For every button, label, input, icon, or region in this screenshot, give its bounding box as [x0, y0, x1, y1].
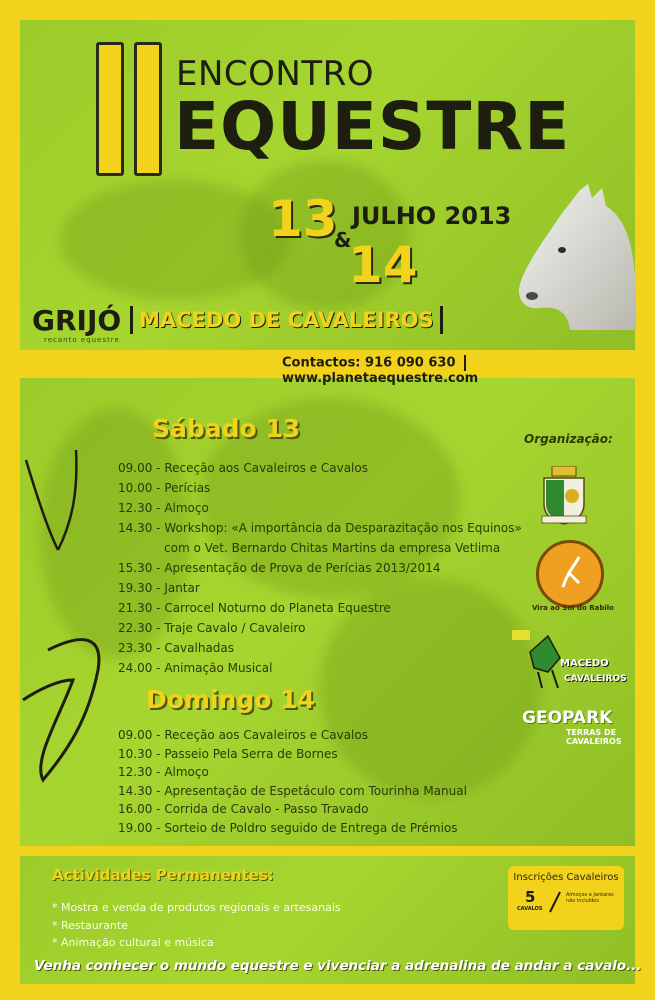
schedule-item: 12.30 - Almoço — [118, 765, 209, 780]
saturday-heading: Sábado 13 — [152, 414, 301, 443]
title-line-1: ENCONTRO — [176, 54, 375, 94]
registration-title: Inscrições Cavaleiros — [513, 872, 619, 883]
schedule-item: 14.30 - Apresentação de Espetáculo com Tourinha Manual — [118, 783, 467, 798]
schedule-item: 09.00 - Receção aos Cavaleiros e Cavalos — [118, 728, 368, 742]
macedo-logo-text: MACEDO — [560, 658, 609, 669]
geopark-park: PARK — [562, 708, 613, 728]
rope-decoration — [18, 440, 108, 800]
geopark-subtitle — [566, 728, 622, 746]
organisation-label: Organização: — [524, 432, 613, 446]
schedule-item: 22.30 - Traje Cavalo / Cavaleiro — [118, 621, 306, 635]
contacts-line — [282, 355, 655, 386]
permanent-activities-heading: Actividades Permanentes: — [52, 866, 274, 884]
date-ampersand: & — [334, 228, 352, 252]
registration-box — [508, 866, 624, 930]
geopark-logo — [522, 708, 612, 728]
parish-crest-logo — [538, 466, 590, 526]
schedule-item: 10.30 - Passeio Pela Serra de Bornes — [118, 746, 338, 761]
date-month-year: JULHO 2013 — [352, 202, 512, 230]
geopark-sub-line: CAVALEIROS — [566, 737, 622, 746]
schedule-item: 16.00 - Corrida de Cavalo - Passo Travado — [118, 802, 369, 817]
horse-rider-icon — [539, 543, 601, 605]
macedo-cavaleiros-logo — [508, 628, 626, 696]
schedule-item: 24.00 - Animação Musical — [118, 661, 273, 675]
registration-amount: 5 — [525, 888, 536, 906]
macedo-logo-text: CAVALEIROS — [564, 674, 627, 684]
schedule-item: 21.30 - Carrocel Noturno do Planeta Equestre — [118, 601, 391, 615]
numeral-bar — [134, 42, 162, 176]
horse-head-image — [510, 180, 640, 330]
municipality-name: MACEDO DE CAVALEIROS — [130, 306, 443, 334]
registration-note: Almoços e Jantares não incluídos — [566, 892, 614, 904]
schedule-item: 23.30 - Cavalhadas — [118, 641, 235, 655]
venue-name: GRIJÓ — [32, 304, 122, 337]
numeral-bar — [96, 42, 124, 176]
date-day-2: 14 — [348, 236, 418, 294]
venue-tagline: recanto equestre — [44, 336, 120, 344]
schedule-item: 14.30 - Workshop: «A importância da Desparazitação nos Equinos» — [118, 521, 522, 535]
contact-phone: Contactos: 916 090 630 — [282, 355, 456, 371]
schedule-item: 15.30 - Apresentação de Prova de Perícias 2013/2014 — [118, 561, 441, 575]
schedule-item: 12.30 - Almoço — [118, 501, 209, 515]
sunday-schedule — [118, 726, 467, 838]
registration-unit: CAVALOS — [517, 906, 543, 912]
separator — [464, 355, 466, 371]
slash-divider — [548, 890, 562, 914]
title-line-2: EQUESTRE — [174, 88, 571, 165]
permanent-item: * Animação cultural e música — [52, 936, 214, 949]
permanent-item: * Restaurante — [52, 919, 128, 932]
planeta-equestre-logo — [536, 540, 604, 608]
date-day-1: 13 — [268, 190, 338, 248]
saturday-schedule — [118, 458, 522, 678]
geopark-sub-line: TERRAS DE — [566, 728, 617, 737]
round-logo-caption: Vira ao Sol do Rabilo — [532, 604, 614, 612]
schedule-item: com o Vet. Bernardo Chitas Martins da empresa Vetlima — [164, 541, 501, 555]
sunday-heading: Domingo 14 — [146, 685, 315, 714]
schedule-item: 09.00 - Receção aos Cavaleiros e Cavalos — [118, 461, 368, 475]
schedule-item: 10.00 - Perícias — [118, 481, 211, 495]
permanent-item: * Mostra e venda de produtos regionais e artesanais — [52, 901, 341, 914]
schedule-item: 19.30 - Jantar — [118, 581, 200, 595]
schedule-item: 19.00 - Sorteio de Poldro seguido de Entrega de Prémios — [118, 820, 458, 835]
contact-website[interactable]: www.planetaequestre.com — [282, 371, 479, 386]
slogan: Venha conhecer o mundo equestre e vivenciar a adrenalina de andar a cavalo... — [34, 958, 642, 974]
geopark-geo: GEO — [522, 708, 563, 728]
